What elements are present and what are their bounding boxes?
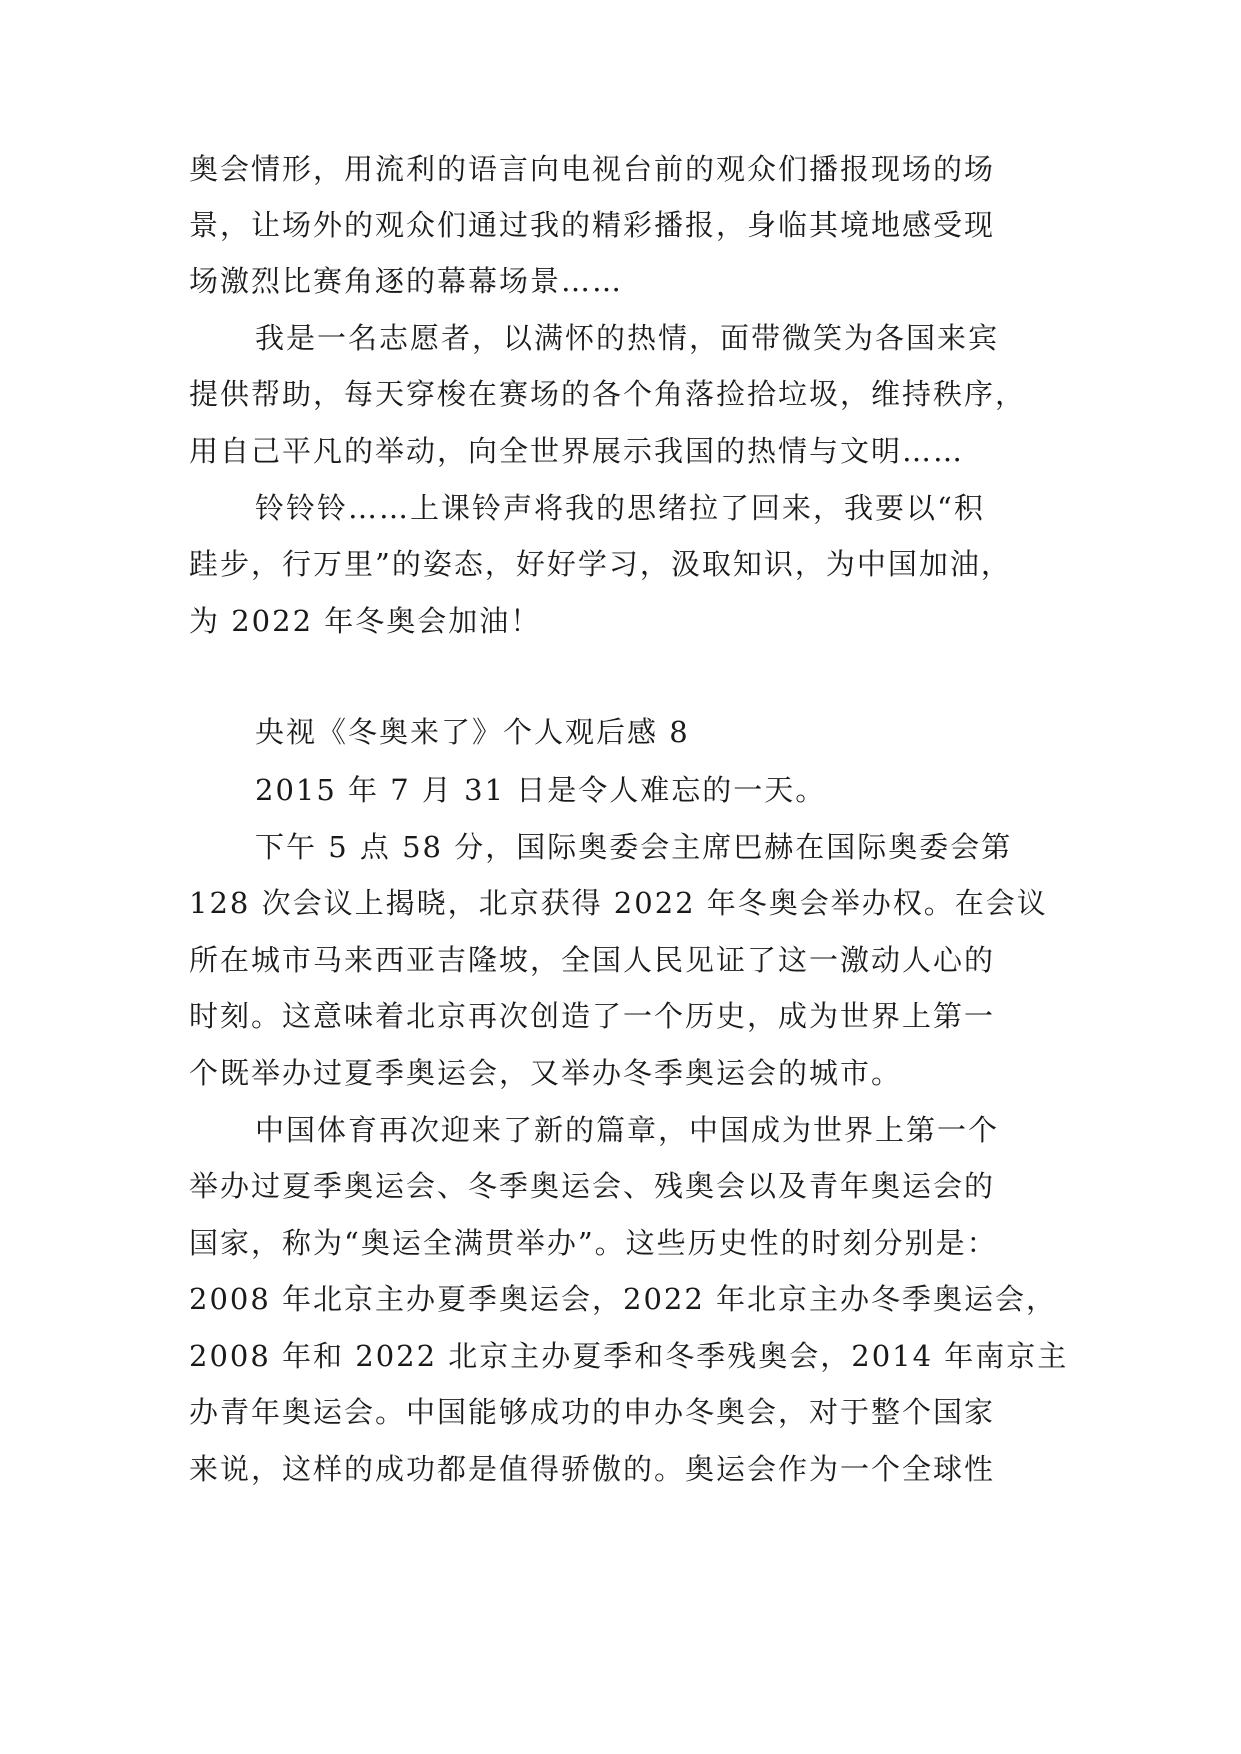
paragraph-line: 奥会情形，用流利的语言向电视台前的观众们播报现场的场 (189, 152, 996, 186)
paragraph-line: 提供帮助，每天穿梭在赛场的各个角落捡拾垃圾，维持秩序， (189, 377, 1027, 411)
paragraph-line: 为 2022 年冬奥会加油！ (189, 604, 542, 638)
paragraph-line: 举办过夏季奥运会、冬季奥运会、残奥会以及青年奥运会的 (189, 1169, 996, 1203)
paragraph-line: 跬步，行万里”的姿态，好好学习，汲取知识，为中国加油， (189, 547, 1012, 581)
paragraph-line: 2008 年和 2022 北京主办夏季和冬季残奥会，2014 年南京主 (189, 1339, 1069, 1373)
paragraph-line: 场激烈比赛角逐的幕幕场景…… (189, 264, 624, 298)
paragraph-line: 办青年奥运会。中国能够成功的申办冬奥会，对于整个国家 (189, 1395, 996, 1429)
paragraph-line: 铃铃铃……上课铃声将我的思绪拉了回来，我要以“积 (255, 491, 985, 525)
paragraph-line: 我是一名志愿者，以满怀的热情，面带微笑为各国来宾 (255, 321, 1000, 355)
paragraph-line: 2015 年 7 月 31 日是令人难忘的一天。 (255, 773, 827, 807)
paragraph-line: 128 次会议上揭晓，北京获得 2022 年冬奥会举办权。在会议 (189, 886, 1048, 920)
section-heading: 央视《冬奥来了》个人观后感 8 (255, 715, 690, 749)
paragraph-line: 2008 年北京主办夏季奥运会，2022 年北京主办冬季奥运会， (189, 1282, 1058, 1316)
paragraph-line: 个既举办过夏季奥运会，又举办冬季奥运会的城市。 (189, 1056, 903, 1090)
paragraph-line: 所在城市马来西亚吉隆坡，全国人民见证了这一激动人心的 (189, 943, 996, 977)
paragraph-line: 下午 5 点 58 分，国际奥委会主席巴赫在国际奥委会第 (255, 830, 1013, 864)
paragraph-line: 时刻。这意味着北京再次创造了一个历史，成为世界上第一 (189, 999, 996, 1033)
paragraph-line: 国家，称为“奥运全满贯举办”。这些历史性的时刻分别是： (189, 1226, 998, 1260)
paragraph-line: 景，让场外的观众们通过我的精彩播报，身临其境地感受现 (189, 208, 996, 242)
paragraph-line: 来说，这样的成功都是值得骄傲的。奥运会作为一个全球性 (189, 1452, 996, 1486)
paragraph-line: 用自己平凡的举动，向全世界展示我国的热情与文明…… (189, 434, 965, 468)
paragraph-line: 中国体育再次迎来了新的篇章，中国成为世界上第一个 (255, 1113, 1000, 1147)
